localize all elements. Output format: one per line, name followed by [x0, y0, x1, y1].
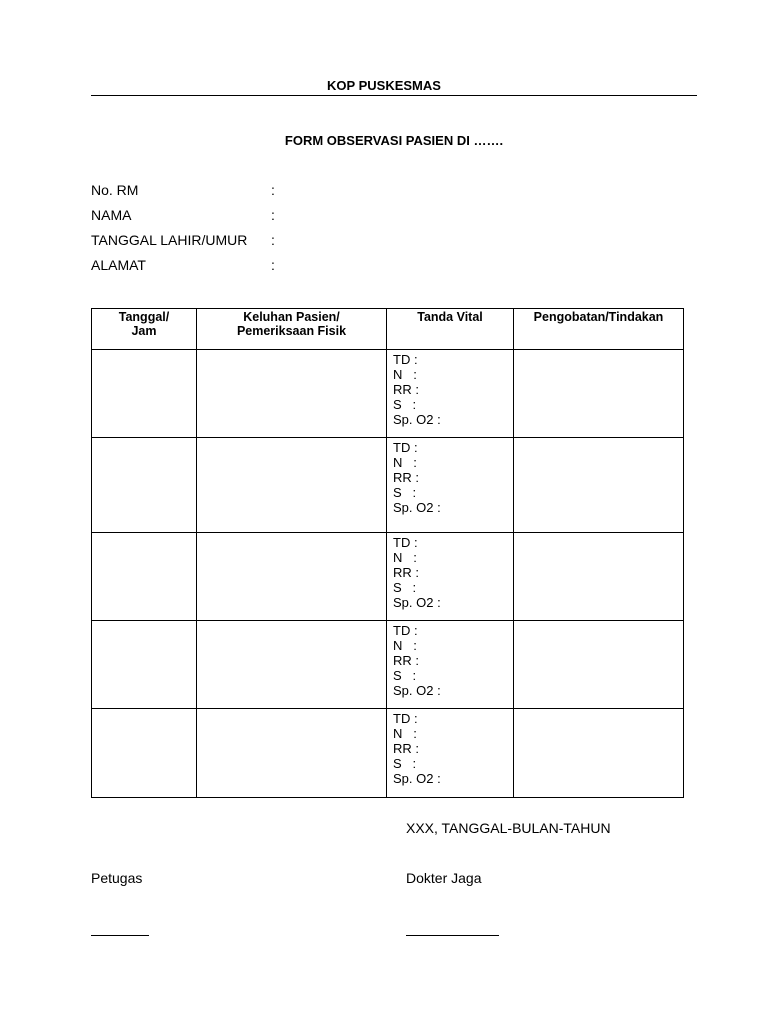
table-header-row — [92, 309, 684, 350]
form-title: FORM OBSERVASI PASIEN DI ……. — [284, 133, 504, 148]
vital-s: S : — [393, 580, 417, 595]
colon-no-rm: : — [271, 182, 275, 198]
colon-alamat: : — [271, 257, 275, 273]
header-tanggal-line1: Tanggal/ — [118, 310, 170, 324]
vital-rr: RR : — [393, 741, 419, 756]
vital-td: TD : — [393, 711, 418, 726]
vital-s: S : — [393, 756, 417, 771]
vital-n: N : — [393, 550, 417, 565]
dokter-signature-line — [406, 935, 499, 936]
petugas-signature-line — [91, 935, 149, 936]
cell-tanda-vital[interactable] — [387, 350, 514, 438]
header-tanggal-line2: Jam — [131, 324, 157, 338]
vital-td: TD : — [393, 535, 418, 550]
vital-n: N : — [393, 638, 417, 653]
vital-spo2: Sp. O2 : — [393, 683, 441, 698]
vital-rr: RR : — [393, 653, 419, 668]
header-tanggal-jam — [92, 309, 197, 350]
header-rule — [91, 95, 697, 96]
table-row — [92, 438, 684, 533]
petugas-label: Petugas — [91, 870, 143, 886]
vital-td: TD : — [393, 440, 418, 455]
cell-pengobatan[interactable] — [514, 350, 684, 438]
observation-table — [91, 308, 684, 798]
header-keluhan — [197, 309, 387, 350]
colon-tanggal-lahir: : — [271, 232, 275, 248]
vital-s: S : — [393, 668, 417, 683]
cell-tanda-vital[interactable] — [387, 621, 514, 709]
label-tanggal-lahir: TANGGAL LAHIR/UMUR — [91, 232, 248, 248]
vital-rr: RR : — [393, 382, 419, 397]
dokter-jaga-label: Dokter Jaga — [406, 870, 482, 886]
cell-keluhan[interactable] — [197, 438, 387, 533]
table-row — [92, 709, 684, 798]
cell-keluhan[interactable] — [197, 709, 387, 798]
cell-pengobatan[interactable] — [514, 533, 684, 621]
cell-keluhan[interactable] — [197, 350, 387, 438]
header-keluhan-line2: Pemeriksaan Fisik — [236, 324, 347, 338]
cell-tanda-vital[interactable] — [387, 533, 514, 621]
cell-tanggal[interactable] — [92, 438, 197, 533]
vital-td: TD : — [393, 623, 418, 638]
header-pengobatan: Pengobatan/Tindakan — [514, 309, 684, 350]
header-keluhan-line1: Keluhan Pasien/ — [243, 310, 340, 324]
vital-td: TD : — [393, 352, 418, 367]
vital-rr: RR : — [393, 470, 419, 485]
label-nama: NAMA — [91, 207, 132, 223]
vital-s: S : — [393, 397, 417, 412]
cell-tanda-vital[interactable] — [387, 438, 514, 533]
cell-tanggal[interactable] — [92, 350, 197, 438]
cell-pengobatan[interactable] — [514, 709, 684, 798]
table-row — [92, 621, 684, 709]
vital-spo2: Sp. O2 : — [393, 771, 441, 786]
vital-n: N : — [393, 726, 417, 741]
label-alamat: ALAMAT — [91, 257, 146, 273]
cell-keluhan[interactable] — [197, 621, 387, 709]
label-no-rm: No. RM — [91, 182, 139, 198]
table-row — [92, 350, 684, 438]
vital-n: N : — [393, 455, 417, 470]
cell-pengobatan[interactable] — [514, 621, 684, 709]
cell-keluhan[interactable] — [197, 533, 387, 621]
cell-tanda-vital[interactable] — [387, 709, 514, 798]
vital-spo2: Sp. O2 : — [393, 412, 441, 427]
colon-nama: : — [271, 207, 275, 223]
vital-n: N : — [393, 367, 417, 382]
header-tanda-vital: Tanda Vital — [387, 309, 514, 350]
cell-tanggal[interactable] — [92, 533, 197, 621]
table-row — [92, 533, 684, 621]
cell-tanggal[interactable] — [92, 621, 197, 709]
cell-pengobatan[interactable] — [514, 438, 684, 533]
place-date: XXX, TANGGAL-BULAN-TAHUN — [406, 820, 611, 836]
cell-tanggal[interactable] — [92, 709, 197, 798]
vital-spo2: Sp. O2 : — [393, 595, 441, 610]
vital-rr: RR : — [393, 565, 419, 580]
vital-spo2: Sp. O2 : — [393, 500, 441, 515]
kop-puskesmas-heading: KOP PUSKESMAS — [327, 78, 441, 93]
vital-s: S : — [393, 485, 417, 500]
